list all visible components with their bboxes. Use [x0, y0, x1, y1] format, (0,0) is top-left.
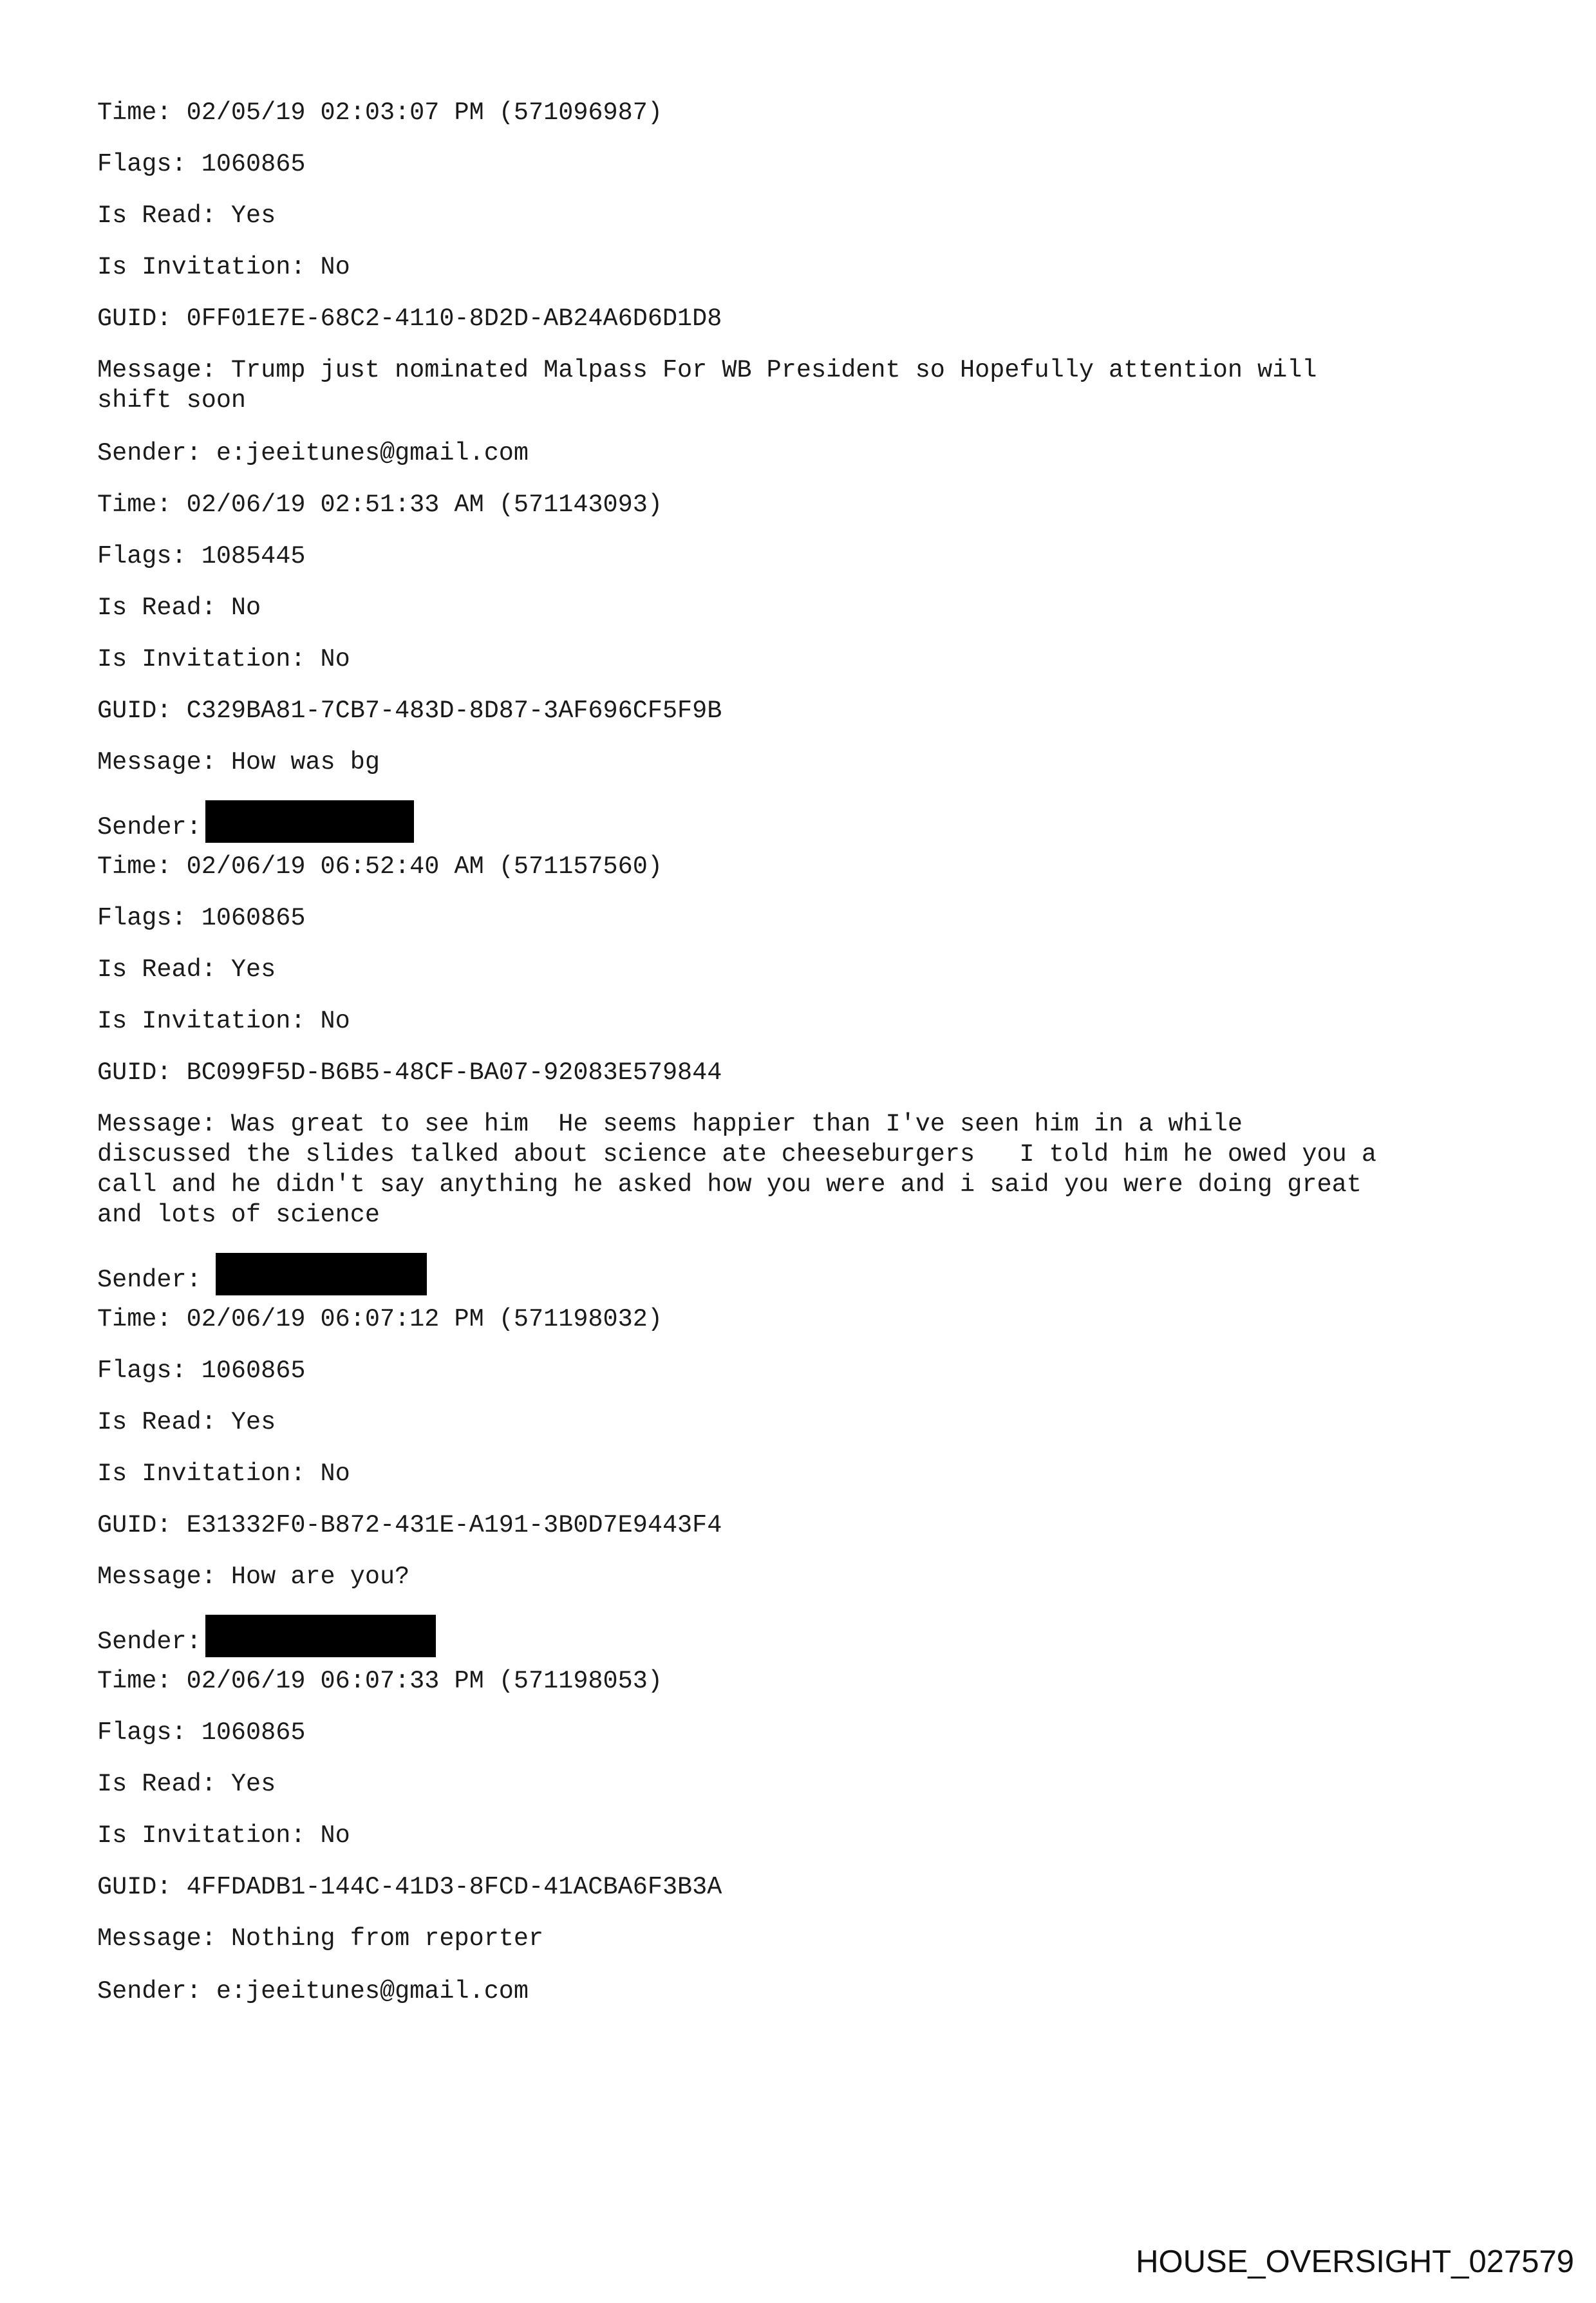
- is-invitation-line: Is Invitation: No: [97, 1007, 350, 1035]
- flags-line: Flags: 1060865: [97, 1718, 306, 1747]
- flags-line: Flags: 1060865: [97, 904, 306, 932]
- sender-label: Sender:: [97, 1266, 202, 1294]
- time-line: Time: 02/06/19 06:07:33 PM (571198053): [97, 1667, 662, 1695]
- guid-line: GUID: 4FFDADB1-144C-41D3-8FCD-41ACBA6F3B3A: [97, 1873, 722, 1901]
- time-line: Time: 02/06/19 02:51:33 AM (571143093): [97, 491, 662, 519]
- flags-line: Flags: 1060865: [97, 1357, 306, 1385]
- message-record: [97, 438, 1514, 778]
- guid-line: GUID: 0FF01E7E-68C2-4110-8D2D-AB24A6D6D1D8: [97, 305, 722, 333]
- bates-number: HOUSE_OVERSIGHT_027579: [1136, 2244, 1574, 2279]
- sender-line: [97, 1615, 1514, 1656]
- is-read-line: Is Read: Yes: [97, 955, 276, 984]
- time-line: Time: 02/06/19 06:52:40 AM (571157560): [97, 852, 662, 881]
- guid-line: GUID: BC099F5D-B6B5-48CF-BA07-92083E579844: [97, 1058, 722, 1087]
- redaction-box: [216, 1253, 427, 1295]
- sender-label: Sender:: [97, 813, 202, 841]
- sender-label: Sender:: [97, 1628, 202, 1656]
- sender-line: Sender: e:jeeitunes@gmail.com: [97, 1977, 529, 2006]
- message-record: [97, 98, 1514, 416]
- message-text: Message: How was bg: [97, 748, 380, 776]
- sender-line: Sender: e:jeeitunes@gmail.com: [97, 439, 529, 467]
- is-read-line: Is Read: No: [97, 594, 261, 622]
- sender-line: [97, 800, 1514, 841]
- is-invitation-line: Is Invitation: No: [97, 645, 350, 673]
- message-text: Message: How are you?: [97, 1563, 410, 1591]
- is-read-line: Is Read: Yes: [97, 1408, 276, 1436]
- guid-line: GUID: C329BA81-7CB7-483D-8D87-3AF696CF5F9B: [97, 697, 722, 725]
- message-text: Message: Trump just nominated Malpass For WB President so Hopefully attention will shift soon: [97, 356, 1317, 415]
- is-invitation-line: Is Invitation: No: [97, 1460, 350, 1488]
- message-record: [97, 1615, 1514, 1954]
- message-text: Message: Nothing from reporter: [97, 1924, 544, 1953]
- message-log: [97, 98, 1514, 2028]
- flags-line: Flags: 1060865: [97, 150, 306, 178]
- is-invitation-line: Is Invitation: No: [97, 253, 350, 281]
- flags-line: Flags: 1085445: [97, 542, 306, 570]
- guid-line: GUID: E31332F0-B872-431E-A191-3B0D7E9443F4: [97, 1511, 722, 1539]
- message-record: [97, 800, 1514, 1230]
- redaction-box: [205, 800, 414, 843]
- sender-line: [97, 1253, 1514, 1294]
- message-record: [97, 1253, 1514, 1592]
- time-line: Time: 02/05/19 02:03:07 PM (571096987): [97, 99, 662, 127]
- message-text: Message: Was great to see him He seems happier than I've seen him in a while discussed the slides talked about science ate cheeseburgers I told him he owed you a call and he didn't say anything he asked how you were and i said you were doing great and lots of science: [97, 1110, 1376, 1229]
- message-record: [97, 1977, 1514, 2007]
- is-read-line: Is Read: Yes: [97, 1770, 276, 1798]
- redaction-box: [205, 1615, 436, 1657]
- time-line: Time: 02/06/19 06:07:12 PM (571198032): [97, 1305, 662, 1333]
- is-read-line: Is Read: Yes: [97, 202, 276, 230]
- is-invitation-line: Is Invitation: No: [97, 1821, 350, 1850]
